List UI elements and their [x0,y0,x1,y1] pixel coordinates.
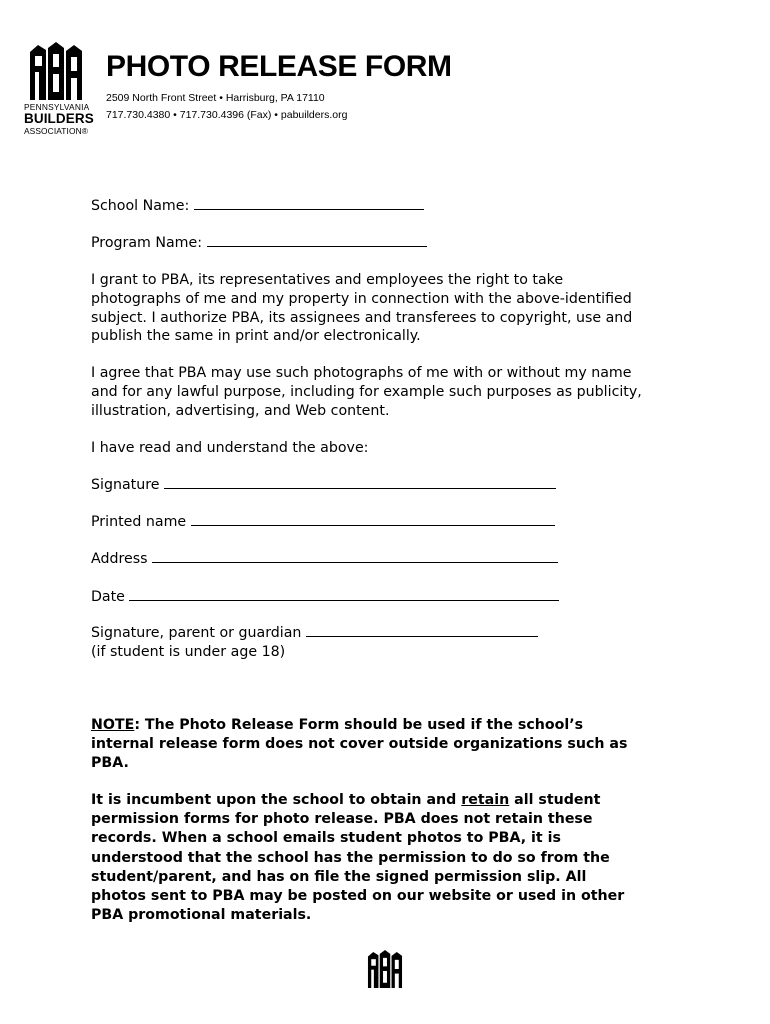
date-label: Date [91,589,125,605]
note-text: internal release form does not cover outside organizations such as [91,736,628,753]
incumbent-text: permission forms for photo release. PBA does not retain these [91,811,593,828]
guardian-signature-blank[interactable] [306,624,538,637]
school-name-label: School Name: [91,198,190,214]
printed-name-field [91,513,691,532]
note-label: NOTE [91,717,135,733]
date-blank[interactable] [129,588,559,601]
note-paragraph [91,716,691,774]
logo-text-pennsylvania: PENNSYLVANIA [24,102,90,112]
page-title: PHOTO RELEASE FORM [106,50,452,83]
note-text: : The Photo Release Form should be used if the school’s [134,717,584,733]
incumbent-text: student/parent, and has on file the signed permission slip. All [91,868,587,885]
grant-line: subject. I authorize PBA, its assignees and transferees to copyright, use and [91,309,633,326]
logo-text-builders: BUILDERS [24,111,94,126]
guardian-signature-label: Signature, parent or guardian [91,625,302,641]
address-label: Address [91,551,148,567]
program-name-field [91,234,691,253]
incumbent-text: It is incumbent upon the school to obtain and [91,792,457,808]
incumbent-text: records. When a school emails student photos to PBA, it is [91,830,561,847]
school-name-field [91,197,691,216]
read-statement [91,439,691,458]
pba-footer-logo-icon [366,950,404,988]
printed-name-blank[interactable] [191,513,555,526]
agree-line: and for any lawful purpose, including for example such purposes as publicity, [91,383,642,400]
signature-field [91,476,691,495]
read-statement-text: I have read and understand the above: [91,440,369,456]
contact-line: 717.730.4380 • 717.730.4396 (Fax) • pabuilders.org [106,109,348,121]
incumbent-text: photos sent to PBA may be posted on our website or used in other [91,888,625,905]
address-field [91,550,691,569]
pba-building-icon [28,42,84,100]
signature-label: Signature [91,477,160,493]
printed-name-label: Printed name [91,514,187,530]
incumbent-text: all student [514,792,601,808]
retain-emphasis: retain [461,792,510,808]
program-name-blank[interactable] [207,234,427,247]
pba-logo [24,42,94,144]
logo-text-association: ASSOCIATION® [24,126,88,136]
incumbent-paragraph [91,791,691,925]
address-line: 2509 North Front Street • Harrisburg, PA 17110 [106,92,325,104]
guardian-note: (if student is under age 18) [91,643,286,660]
guardian-signature-field [91,624,691,662]
agree-paragraph [91,364,691,420]
agree-line: illustration, advertising, and Web content. [91,402,390,419]
grant-line: publish the same in print and/or electronically. [91,328,421,345]
grant-line: I grant to PBA, its representatives and employees the right to take [91,272,564,288]
grant-line: photographs of me and my property in connection with the above-identified [91,290,632,307]
date-field [91,588,691,607]
address-blank[interactable] [152,550,558,563]
incumbent-text: PBA promotional materials. [91,907,312,924]
note-text: PBA. [91,755,129,772]
program-name-label: Program Name: [91,235,203,251]
school-name-blank[interactable] [194,197,424,210]
grant-paragraph [91,271,691,346]
signature-blank[interactable] [164,476,556,489]
incumbent-text: understood that the school has the permission to do so from the [91,849,610,866]
agree-line: I agree that PBA may use such photographs of me with or without my name [91,365,632,381]
